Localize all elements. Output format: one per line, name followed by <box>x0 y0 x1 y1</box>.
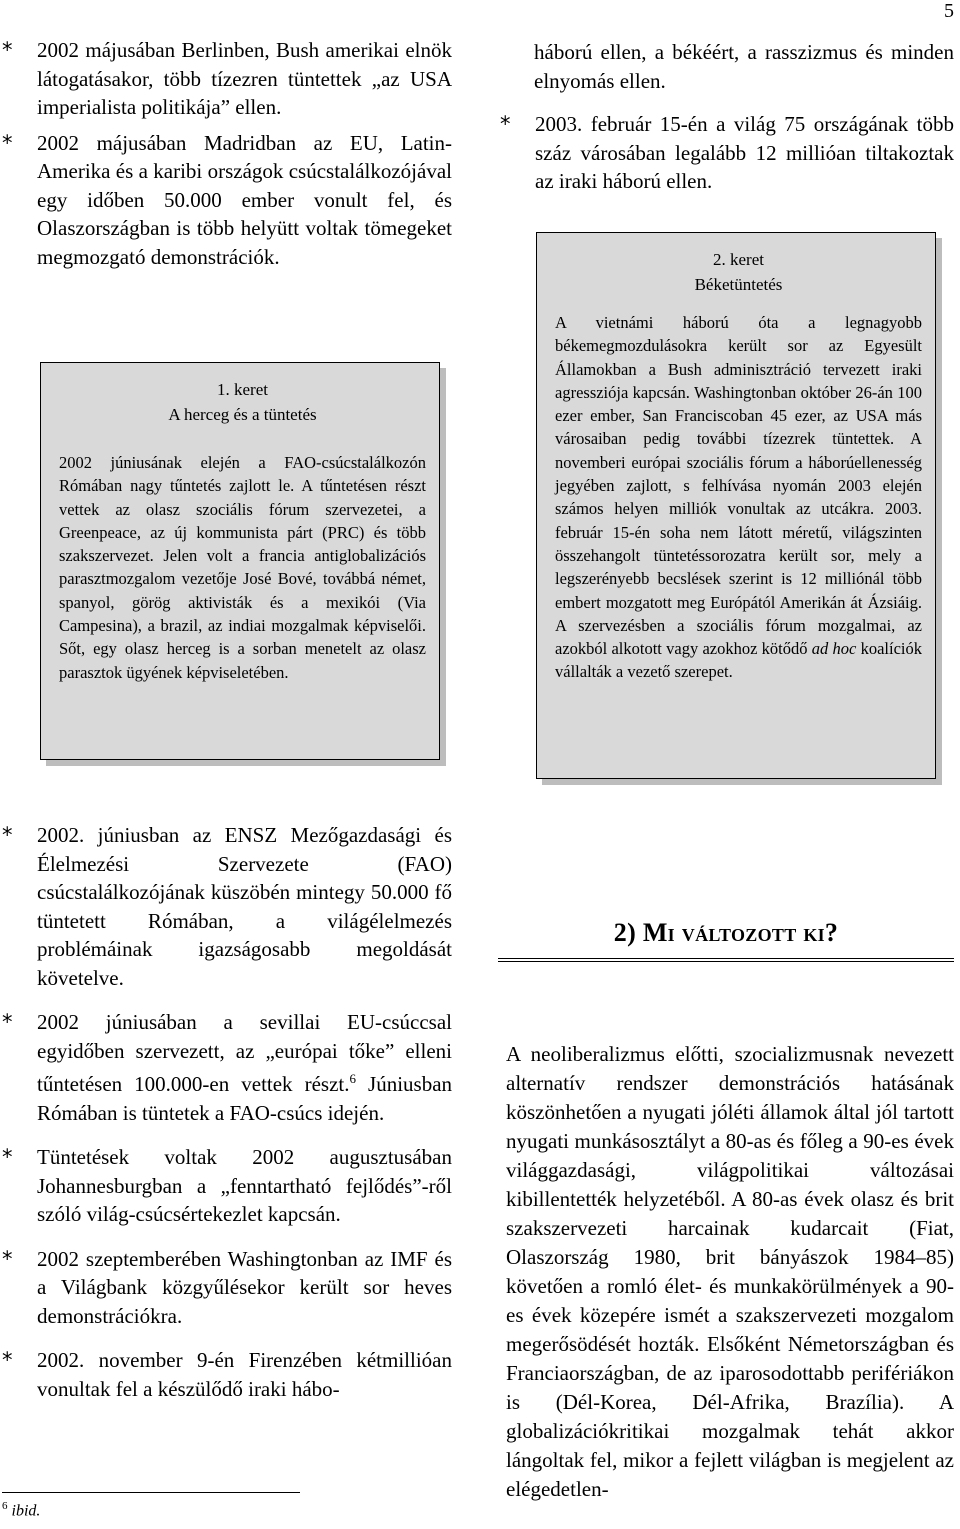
box1-body: 2002 júniusának elején a FAO-csúcstalálkozón Rómában nagy tűntetés zajlott le. A tűntetésen részt vettek az olasz szociális fórum szervezetei, a Greenpeace, az új kommunista párt (PRC) és több szakszervezet. Jelen volt a francia antiglobalizációs parasztmozgalom vezetője José Bové, továbbá német, spanyol, görög aktivisták és a mexikói (Via Campesina), a brazil, az indiai mozgalmak képviselői. Sőt, egy olasz herceg is a sorban menetelt az olasz parasztok ügyének képviseletében. <box>59 453 426 682</box>
box2-body-end: koalíciók vállalták a vezető szerepet. <box>555 639 922 682</box>
box2-body <box>555 311 922 684</box>
bullet-marker: * <box>2 823 13 847</box>
box1-label: 1. keret <box>217 380 268 399</box>
bullet-item <box>2 821 452 992</box>
right-top-continuation <box>534 38 954 96</box>
bullet-text: 2002. júniusban az ENSZ Mezőgazdasági és Élelmezési Szervezete (FAO) csúcstalálkozójának küszöbén mintegy 50.000 fő tüntetett Rómában, a világélelmezés problémáinak igazságosabb megoldását követelve. <box>37 823 452 990</box>
bullet-text: 2002. november 9-én Firenzében kétmillióan vonultak fel a készülődő iraki hábo- <box>37 1348 452 1401</box>
bullet-item <box>2 1143 452 1229</box>
bullet-marker: * <box>2 1145 13 1169</box>
footnote-text: ibid. <box>11 1502 41 1520</box>
bullet-text: 2002 májusában Madridban az EU, Latin-Amerika és a karibi országok csúcstalálkozójával egy időben 50.000 ember vonult fel, és Olaszországban is több helyütt voltak tömegeket megmozgató demonstrációk. <box>37 130 452 269</box>
bullet-item <box>2 1245 452 1331</box>
page-number: 5 <box>944 0 954 22</box>
footnote-number: 6 <box>2 1500 8 1512</box>
bullet-marker: * <box>2 1010 13 1034</box>
bullet-text-cont: Júniusban Rómában is tüntetek a FAO-csúcs idején. <box>37 1072 453 1125</box>
section-paragraph: A neoliberalizmus előtti, szocializmusnak nevezett alternatív rendszer demonstrációs hatásának köszönhetően a nyugati jóléti államok által jól tartott nyugati munkásosztályt a 80-as és főleg a 90-es évek világgazdasági, világpolitikai változásai kibillentették helyzetéből. A 80-as évek olasz és brit szakszervezeti harcainak kudarcait (Fiat, Olaszország 1980, brit bányászok 1984–85) követően a romló élet- és munkakörülmények a 90-es évek közepére ismét a szakszervezeti mozgalom megerősödését hozták. Elsőként Németországban és Franciaországban, de az iparosodottabb perifériákon is (Dél-Korea, Dél-Afrika, Brazília). A globalizációkritikai mozgalmak tehát akkor lángoltak fel, mikor a fejlett világban is megjelent az elégedetlen- <box>506 1042 954 1501</box>
right-top-bullet-list <box>500 110 954 196</box>
bullet-item <box>2 36 452 122</box>
bullet-text: 2002 májusában Berlinben, Bush amerikai elnök látogatásakor, több tízezren tüntettek „az USA imperialista politikája” ellen. <box>37 38 452 119</box>
bullet-marker: * <box>500 112 511 136</box>
bullet-item <box>2 129 452 272</box>
bullet-marker: * <box>2 1246 13 1271</box>
left-bottom-bullet-list <box>2 821 452 1403</box>
footnote <box>2 1500 40 1520</box>
bullet-text-main: 2002 júniusában a sevillai EU-csúccsal egyidőben szervezett, az „európai tőke” elleni tűntetésen 100.000-en vettek részt. <box>37 1010 452 1096</box>
box2-frame <box>536 232 936 779</box>
box1-title: A herceg és a tüntetés <box>168 405 317 424</box>
bullet-marker: * <box>2 1348 13 1372</box>
bullet-text: Tüntetések voltak 2002 augusztusában Johannesburgban a „fenntartható fejlődés”-ről szóló világ-csúcsértekezlet kapcsán. <box>37 1145 452 1226</box>
bullet-item <box>500 110 954 196</box>
bullet-marker: * <box>2 38 13 62</box>
bullet-item <box>2 1346 452 1403</box>
section-heading: 2) Mi változott ki? <box>613 918 839 947</box>
footnote-ref: 6 <box>349 1071 356 1086</box>
continuation-text: háború ellen, a békéért, a rasszizmus és minden elnyomás ellen. <box>534 40 954 93</box>
bullet-item <box>2 1008 452 1127</box>
left-top-bullet-list <box>2 36 452 271</box>
bullet-marker: * <box>2 130 13 155</box>
box2-title: Béketüntetés <box>694 275 783 294</box>
box2-label: 2. keret <box>713 250 764 269</box>
box1-frame <box>40 362 440 760</box>
box2-body-main: A vietnámi háború óta a legnagyobb békemegmozdulásokra került sor az Egyesült Államokban a Bush adminisztráció tervezett iraki agressziója kapcsán. Washingtonban október 26-án 100 ezer ember, San Franciscoban 45 ezer, az USA más városaiban pedig további tízezrek tüntettek. A novemberi európai szociális fórum a háborúellenesség jegyében zajlott, s felhívása nyomán 2003 elején számos helyen milliók vonultak az utcákra. 2003. február 15-én soha nem látott méretű, világszinten összehangolt tüntetéssorozatra került sor, mely a legszerényebb becslések szerint is 12 milliónál több embert mozgatott meg Európától Amerikán át Ázsiáig. A szervezésben a szociális fórum mozgalmai, az azokból alkotott vagy azokhoz kötődő <box>555 313 922 659</box>
footnote-rule <box>2 1492 300 1493</box>
bullet-text: 2002 szeptemberében Washingtonban az IMF és a Világbank közgyűlésekor került sor heves demonstrációkra. <box>37 1246 452 1328</box>
section-heading-box <box>498 918 954 962</box>
section-paragraph-block <box>506 1040 954 1504</box>
bullet-text: 2003. február 15-én a világ 75 országának több száz városában legalább 12 millióan tiltakoztak az iraki háború ellen. <box>535 112 954 193</box>
bullet-text <box>37 1008 452 1127</box>
box2-body-italic: ad hoc <box>811 639 857 659</box>
